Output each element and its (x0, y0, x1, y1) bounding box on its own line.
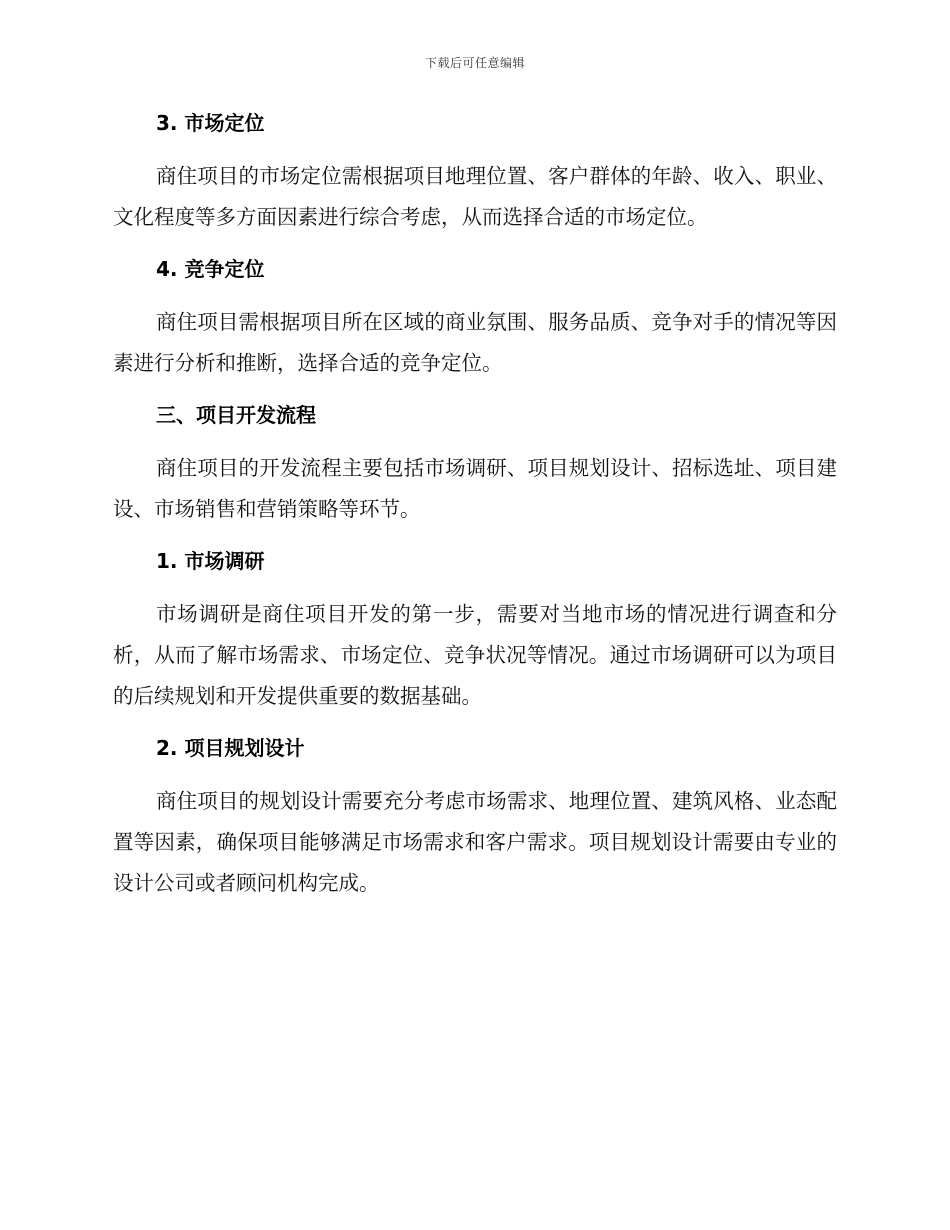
paragraph-market-positioning: 商住项目的市场定位需根据项目地理位置、客户群体的年龄、收入、职业、文化程度等多方面因素进行综合考虑，从而选择合适的市场定位。 (113, 164, 837, 229)
paragraph-planning-design: 商住项目的规划设计需要充分考虑市场需求、地理位置、建筑风格、业态配置等因素，确保项目能够满足市场需求和客户需求。项目规划设计需要由专业的设计公司或者顾问机构完成。 (113, 789, 837, 895)
heading-development-process: 三、项目开发流程 (156, 403, 316, 427)
paragraph-market-research: 市场调研是商住项目开发的第一步，需要对当地市场的情况进行调查和分析，从而了解市场需求、市场定位、竞争状况等情况。通过市场调研可以为项目的后续规划和开发提供重要的数据基础。 (113, 602, 837, 708)
heading-market-positioning: 3. 市场定位 (156, 111, 265, 135)
header-note: 下载后可任意编辑 (424, 56, 525, 70)
heading-planning-design: 2. 项目规划设计 (156, 736, 305, 760)
paragraph-competitive-positioning: 商住项目需根据项目所在区域的商业氛围、服务品质、竞争对手的情况等因素进行分析和推断，选择合适的竞争定位。 (113, 310, 837, 375)
paragraph-development-process: 商住项目的开发流程主要包括市场调研、项目规划设计、招标选址、项目建设、市场销售和营销策略等环节。 (113, 456, 837, 521)
heading-competitive-positioning: 4. 竞争定位 (156, 257, 265, 281)
document-body (113, 108, 837, 920)
heading-market-research: 1. 市场调研 (156, 549, 265, 573)
